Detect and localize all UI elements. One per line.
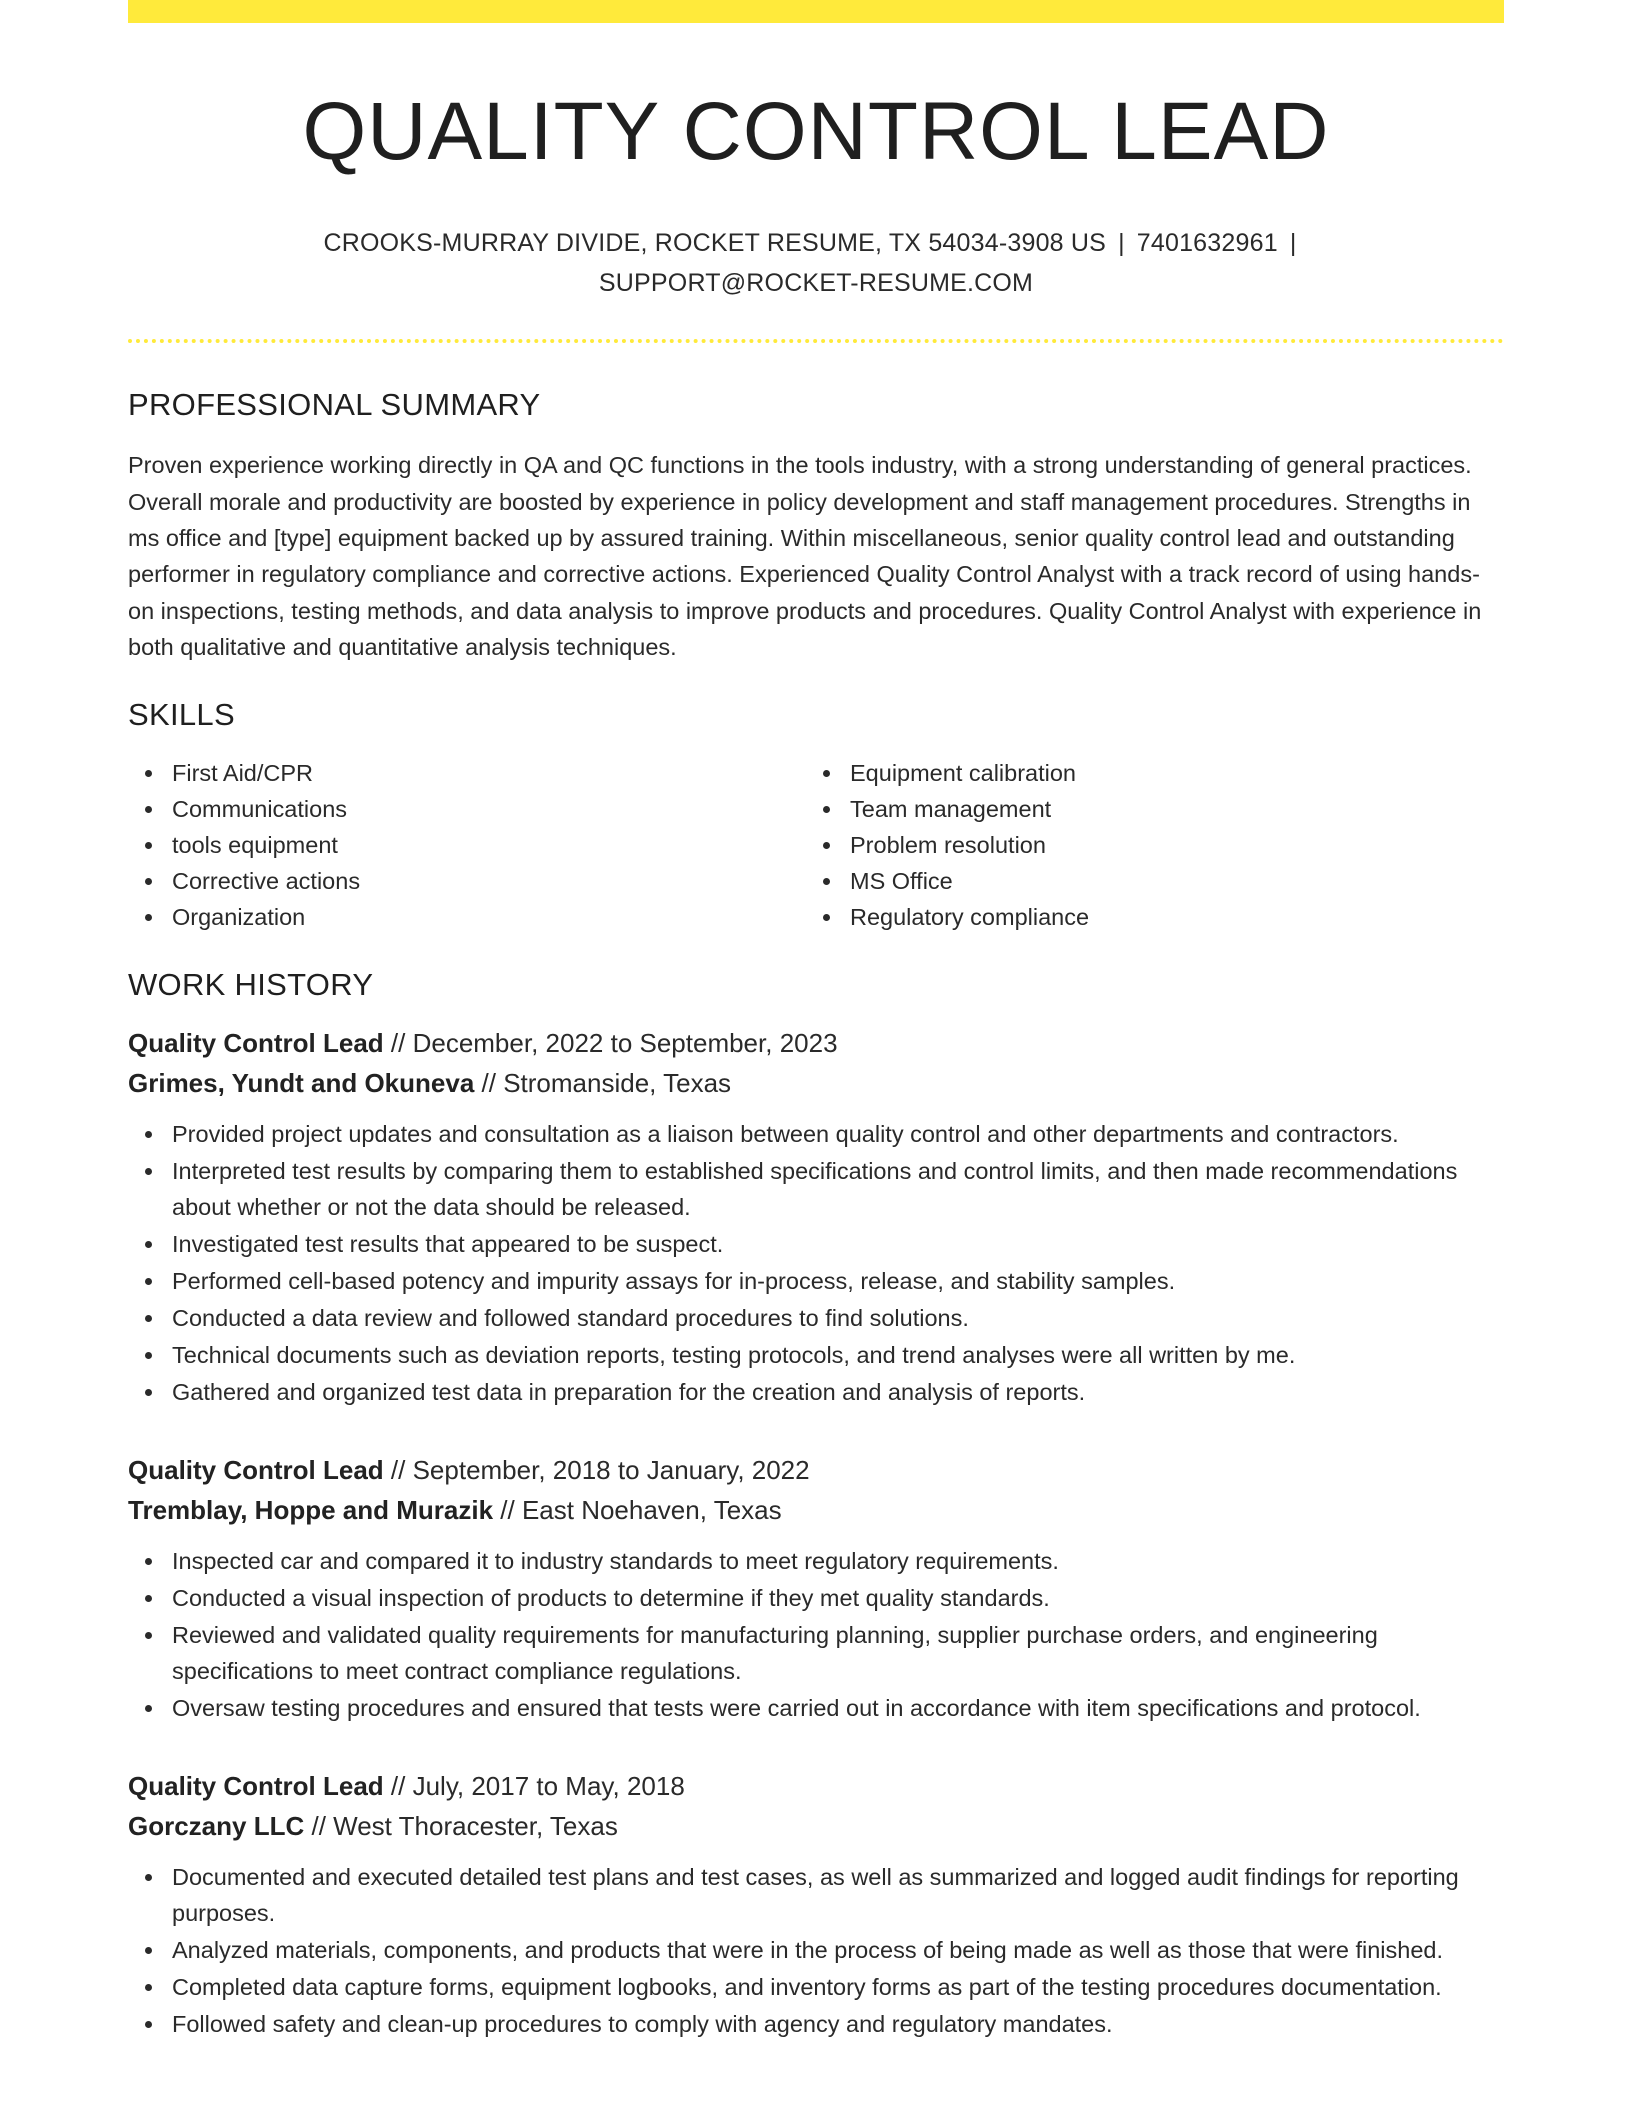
contact-address: CROOKS-MURRAY DIVIDE, ROCKET RESUME, TX 54034-3908 US	[323, 229, 1107, 258]
contact-email: SUPPORT@ROCKET-RESUME.COM	[598, 269, 1034, 298]
job-company: Gorczany LLC	[128, 1811, 305, 1842]
job-bullets	[128, 1859, 1504, 2042]
job-dates: // July, 2017 to May, 2018	[383, 1771, 685, 1802]
job-company: Grimes, Yundt and Okuneva	[128, 1068, 475, 1099]
skill-item: Problem resolution	[806, 827, 1484, 863]
page-title: QUALITY CONTROL LEAD	[302, 86, 1330, 177]
job-bullet: Interpreted test results by comparing them to established specifications and control limits, and then made recommendations about whether or not the data should be released.	[128, 1153, 1504, 1225]
skill-item: Regulatory compliance	[806, 899, 1484, 935]
skills-heading: SKILLS	[128, 697, 235, 733]
skill-item: First Aid/CPR	[128, 755, 806, 791]
skill-item: Team management	[806, 791, 1484, 827]
job-location: // Stromanside, Texas	[474, 1068, 732, 1099]
job-bullet: Inspected car and compared it to industry standards to meet regulatory requirements.	[128, 1543, 1504, 1579]
skills-list	[128, 755, 1504, 935]
job-title-line	[128, 1766, 1504, 1806]
job-dates: // September, 2018 to January, 2022	[383, 1455, 810, 1486]
job-bullet: Analyzed materials, components, and products that were in the process of being made as well as those that were finished.	[128, 1932, 1504, 1968]
resume-page	[128, 0, 1504, 2043]
job-company: Tremblay, Hoppe and Murazik	[128, 1495, 494, 1526]
summary-heading: PROFESSIONAL SUMMARY	[128, 387, 541, 423]
job-bullet: Conducted a visual inspection of products to determine if they met quality standards.	[128, 1580, 1504, 1616]
skill-item: Communications	[128, 791, 806, 827]
job-bullet: Completed data capture forms, equipment logbooks, and inventory forms as part of the testing procedures documentation.	[128, 1969, 1504, 2005]
job-bullet: Reviewed and validated quality requirements for manufacturing planning, supplier purchase orders, and engineering specifications to meet contract compliance regulations.	[128, 1617, 1504, 1689]
skill-item: Equipment calibration	[806, 755, 1484, 791]
job-role: Quality Control Lead	[128, 1455, 384, 1486]
job-entry	[128, 1023, 1504, 1410]
job-bullet: Documented and executed detailed test plans and test cases, as well as summarized and logged audit findings for reporting purposes.	[128, 1859, 1504, 1931]
contact-separator: |	[1289, 229, 1297, 258]
job-location: // West Thoracester, Texas	[304, 1811, 618, 1842]
job-title-line	[128, 1450, 1504, 1490]
accent-bar	[128, 0, 1504, 23]
skills-column-right	[806, 755, 1484, 935]
job-bullets	[128, 1116, 1504, 1410]
work-history-heading: WORK HISTORY	[128, 967, 374, 1003]
contact-phone: 7401632961	[1136, 229, 1278, 258]
job-bullet: Investigated test results that appeared to be suspect.	[128, 1226, 1504, 1262]
job-bullet: Conducted a data review and followed standard procedures to find solutions.	[128, 1300, 1504, 1336]
job-bullet: Technical documents such as deviation reports, testing protocols, and trend analyses were all written by me.	[128, 1337, 1504, 1373]
job-role: Quality Control Lead	[128, 1028, 384, 1059]
skills-column-left	[128, 755, 806, 935]
summary-text: Proven experience working directly in QA and QC functions in the tools industry, with a strong understanding of general practices. Overall morale and productivity are boosted by experience in policy development and staff management procedures. Strengths in ms office and [type] equipment backed up by assured training. Within miscellaneous, senior quality control lead and outstanding performer in regulatory compliance and corrective actions. Experienced Quality Control Analyst with a track record of using hands-on inspections, testing methods, and data analysis to improve products and procedures. Quality Control Analyst with experience in both qualitative and quantitative analysis techniques.	[128, 452, 1482, 660]
job-company-line	[128, 1063, 1504, 1103]
job-bullets	[128, 1543, 1504, 1726]
job-location: // East Noehaven, Texas	[493, 1495, 782, 1526]
job-bullet: Provided project updates and consultation as a liaison between quality control and other departments and contractors.	[128, 1116, 1504, 1152]
job-bullet: Gathered and organized test data in preparation for the creation and analysis of reports.	[128, 1374, 1504, 1410]
job-title-line	[128, 1023, 1504, 1063]
contact-info	[128, 223, 1504, 303]
job-role: Quality Control Lead	[128, 1771, 384, 1802]
section-divider	[128, 339, 1504, 343]
job-dates: // December, 2022 to September, 2023	[383, 1028, 838, 1059]
job-bullet: Performed cell-based potency and impurity assays for in-process, release, and stability samples.	[128, 1263, 1504, 1299]
skill-item: MS Office	[806, 863, 1484, 899]
job-entry	[128, 1766, 1504, 2042]
job-bullet: Oversaw testing procedures and ensured that tests were carried out in accordance with item specifications and protocol.	[128, 1690, 1504, 1726]
skill-item: Corrective actions	[128, 863, 806, 899]
job-company-line	[128, 1806, 1504, 1846]
skill-item: Organization	[128, 899, 806, 935]
skill-item: tools equipment	[128, 827, 806, 863]
contact-separator: |	[1118, 229, 1125, 258]
job-bullet: Followed safety and clean-up procedures to comply with agency and regulatory mandates.	[128, 2006, 1504, 2042]
job-company-line	[128, 1490, 1504, 1530]
job-entry	[128, 1450, 1504, 1726]
